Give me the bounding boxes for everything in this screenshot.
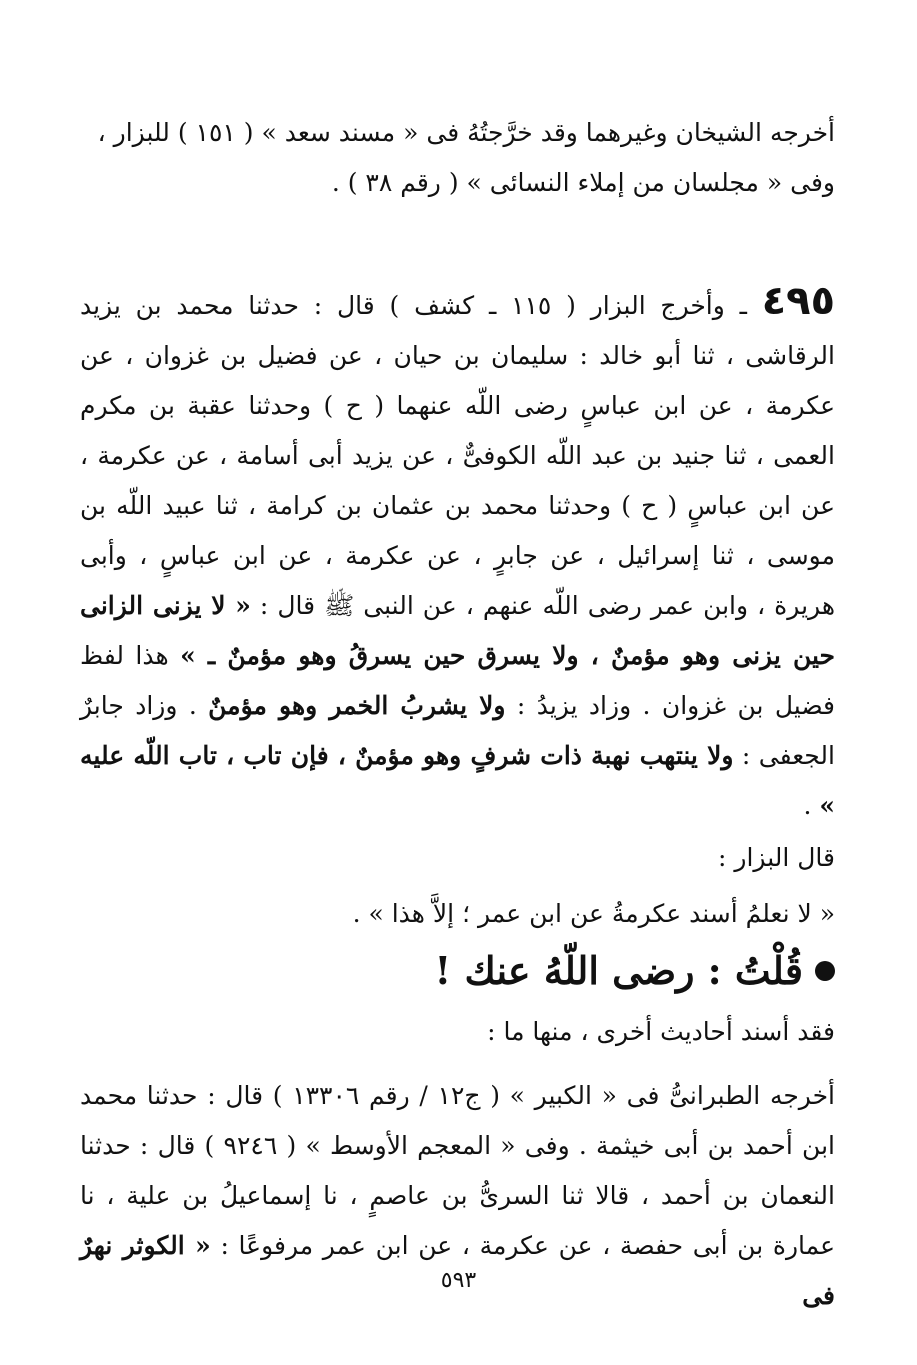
previous-paragraph — [80, 108, 835, 208]
hadith-bold-1: « لا يزنى الزانى حين يزنى وهو مؤمنٌ ، ولا يسرق حين يسرقُ وهو مؤمنٌ ـ » — [80, 591, 835, 670]
bazzar-label: قال البزار : — [718, 843, 835, 872]
hadith-text-2: هذا لفظ فضيل بن غزوان . وزاد يزيدُ : — [80, 641, 835, 720]
previous-paragraph-line-2: وفى « مجلسان من إملاء النسائى » ( رقم ٣٨ ) . — [331, 168, 835, 197]
hadith-text-4: . — [803, 791, 820, 820]
hadith-number: ٤٩٥ — [761, 278, 835, 324]
page-number: ٥٩٣ — [440, 1268, 477, 1293]
tabarani-text: أخرجه الطبرانىُّ فى « الكبير » ( ج١٢ / رقم ١٣٣٠٦ ) قال : حدثنا محمد ابن أحمد بن أبى خيثمة . وفى « المعجم الأوسط » ( ٩٢٤٦ ) قال : حدثنا النعمان بن أحمد ، قالا ثنا السرىُّ بن عاصمٍ ، نا إسماعيلُ بن علية ، نا عمارة بن أبى حفصة ، عن عكرمة ، عن ابن عمر مرفوعًا : — [80, 1081, 835, 1260]
page-body — [80, 96, 835, 1321]
hadith-text-1: ـ وأخرج البزار ( ١١٥ ـ كشف ) قال : حدثنا محمد بن يزيد الرقاشى ، ثنا أبو خالد : سليمان بن حيان ، عن فضيل بن غزوان ، عن عكرمة ، عن ابن عباسٍ رضى اللّه عنهما ( ح ) وحدثنا عقبة بن مكرم العمى ، ثنا جنيد بن عبد اللّه الكوفىٌّ ، عن يزيد أبى أسامة ، عن عكرمة ، عن ابن عباسٍ ( ح ) وحدثنا محمد بن عثمان بن كرامة ، ثنا عبيد اللّه بن موسى ، ثنا إسرائيل ، عن جابرٍ ، عن عكرمة ، عن ابن عباسٍ ، وأبى هريرة ، وابن عمر رضى اللّه عنهم ، عن النبى ﷺ قال : — [80, 291, 835, 620]
section-heading — [80, 941, 835, 1001]
bazzar-quote: « لا نعلمُ أسند عكرمةُ عن ابن عمر ؛ إلاَّ هذا » . — [352, 899, 835, 928]
bullet-icon — [815, 961, 835, 981]
intro-line: فقد أسند أحاديث أخرى ، منها ما : — [487, 1017, 835, 1046]
hadith-paragraph — [80, 276, 835, 831]
hadith-bold-3: ولا ينتهب نهبة ذات شرفٍ وهو مؤمنٌ ، فإن تاب ، تاب اللّه عليه » — [80, 741, 835, 820]
previous-paragraph-line-1: أخرجه الشيخان وغيرهما وقد خرَّجتُهُ فى « مسند سعد » ( ١٥١ ) للبزار ، — [97, 118, 835, 147]
hadith-bold-2: ولا يشربُ الخمر وهو مؤمنٌ — [208, 691, 506, 720]
hadith-text-3: . وزاد جابرٌ الجعفى : — [80, 691, 835, 770]
tabarani-bold: « الكوثر نهرٌ فى — [80, 1231, 835, 1310]
section-heading-text: قُلْتُ : رضى اللّهُ عنك ! — [434, 948, 803, 993]
